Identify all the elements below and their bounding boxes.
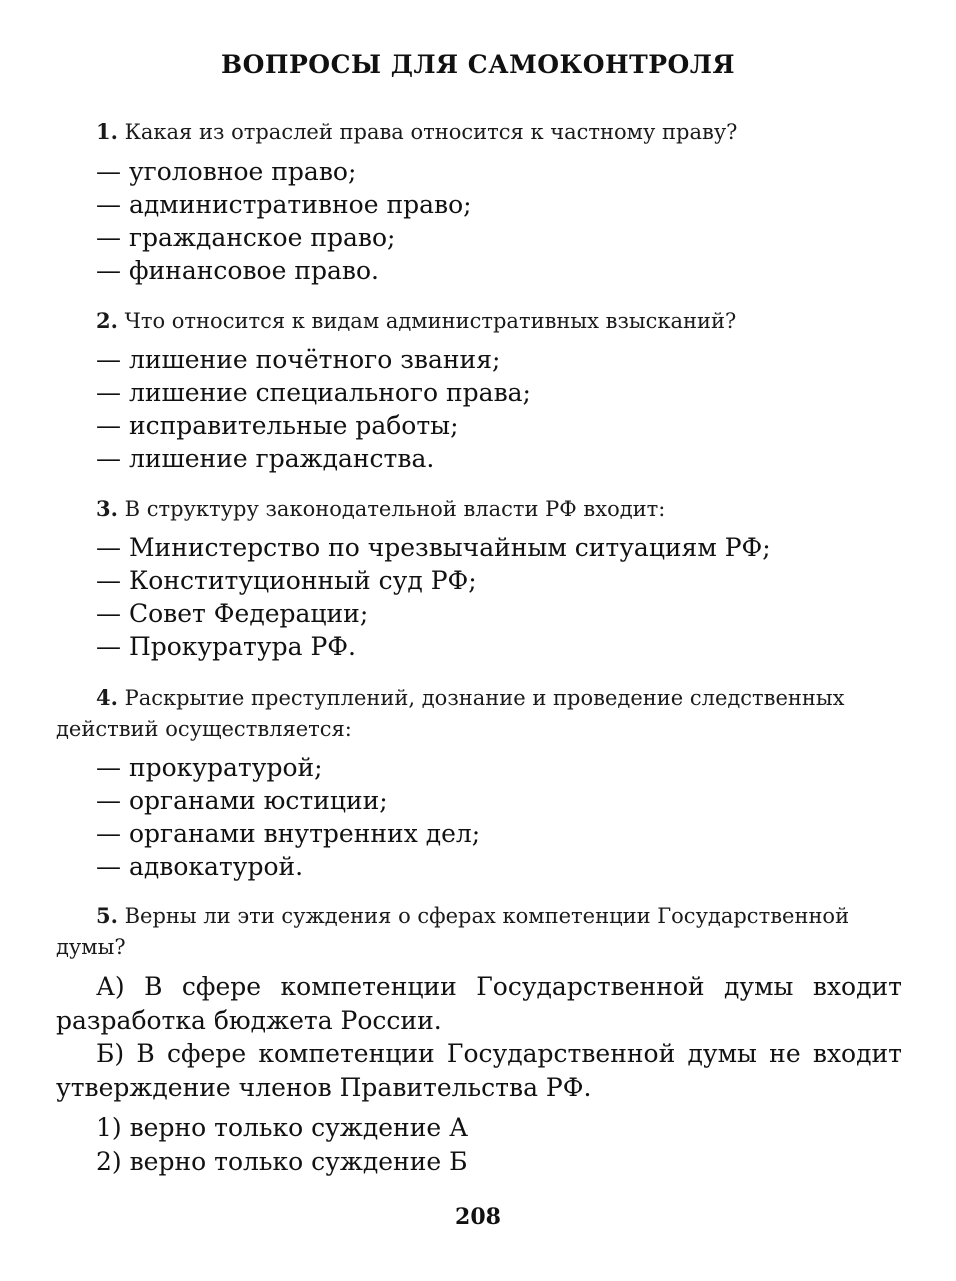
answer-option: — адвокатурой. xyxy=(96,852,304,881)
statement-b: Б) В сфере компетенции Государственной думы не входит утверждение членов Правительства РФ. xyxy=(56,1039,902,1102)
answer-option: — административное право; xyxy=(96,190,472,219)
question-text-line-2: думы? xyxy=(56,935,126,959)
question-text-line-1: Раскрытие преступлений, дознание и проведение следственных xyxy=(124,686,845,710)
question-number: 2. xyxy=(96,308,118,333)
question-number: 4. xyxy=(96,685,118,710)
answer-option: 2) верно только суждение Б xyxy=(96,1147,468,1176)
answer-option: — гражданское право; xyxy=(96,223,396,252)
question-5 xyxy=(96,900,849,932)
answer-option: — Конституционный суд РФ; xyxy=(96,566,477,595)
answer-option: — Совет Федерации; xyxy=(96,599,369,628)
question-number: 1. xyxy=(96,119,118,144)
question-text: В структуру законодательной власти РФ входит: xyxy=(124,497,666,521)
answer-option: — Министерство по чрезвычайным ситуациям РФ; xyxy=(96,533,771,562)
page-title: ВОПРОСЫ ДЛЯ САМОКОНТРОЛЯ xyxy=(220,50,735,79)
question-text-line-2: действий осуществляется: xyxy=(56,717,352,741)
question-number: 5. xyxy=(96,903,118,928)
answer-option: — уголовное право; xyxy=(96,157,357,186)
answer-option: — органами внутренних дел; xyxy=(96,819,481,848)
answer-option: — прокуратурой; xyxy=(96,753,323,782)
page-number: 208 xyxy=(455,1204,501,1230)
answer-option: — органами юстиции; xyxy=(96,786,388,815)
answer-option: — финансовое право. xyxy=(96,256,379,285)
question-4 xyxy=(96,682,844,714)
question-2 xyxy=(96,305,736,337)
answer-option: 1) верно только суждение А xyxy=(96,1113,469,1142)
answer-option: — лишение специального права; xyxy=(96,378,531,407)
question-text-line-1: Верны ли эти суждения о сферах компетенции Государственной xyxy=(124,904,850,928)
answer-option: — лишение гражданства. xyxy=(96,444,435,473)
question-3 xyxy=(96,493,665,525)
question-text: Что относится к видам административных взысканий? xyxy=(124,309,737,333)
answer-option: — лишение почётного звания; xyxy=(96,345,501,374)
question-number: 3. xyxy=(96,496,118,521)
question-text: Какая из отраслей права относится к частному праву? xyxy=(124,120,738,144)
answer-option: — Прокуратура РФ. xyxy=(96,632,356,661)
statement-a: А) В сфере компетенции Государственной думы входит разработка бюджета России. xyxy=(56,972,902,1035)
answer-option: — исправительные работы; xyxy=(96,411,459,440)
question-1 xyxy=(96,116,737,148)
